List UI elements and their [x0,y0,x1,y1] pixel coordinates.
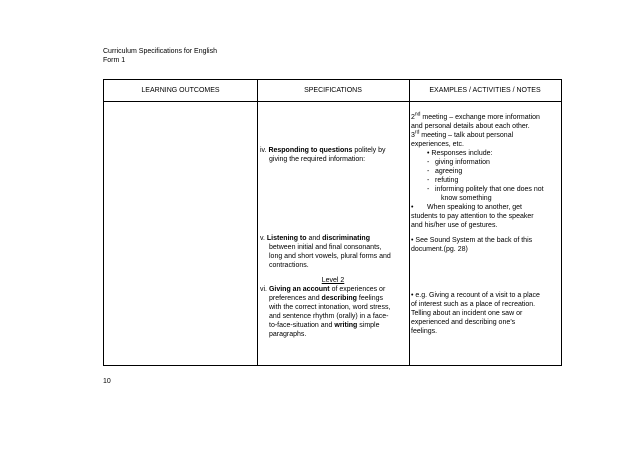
column-header-specifications: SPECIFICATIONS [304,87,362,94]
specifications-table [103,79,562,366]
spec-keyword: discriminating [322,235,370,242]
notes-recount [411,291,561,336]
spec-item-iv [260,146,406,164]
spec-text: politely by [352,147,386,154]
note-line: 2nd meeting – exchange more information [411,111,540,121]
note-line: Telling about an incident one saw or [411,310,523,317]
note-line: • Responses include: [427,150,493,157]
note-line: document.(pg. 28) [411,246,468,253]
spec-item-v [260,234,406,270]
document-header [103,47,217,65]
notes-sound-system [411,236,561,254]
note-line: 3rd meeting – talk about personal [411,129,514,139]
note-line: experiences, etc. [411,141,464,148]
list-item: - refuting [411,176,561,185]
spec-text: giving the required information: [269,156,366,163]
column-header-examples: EXAMPLES / ACTIVITIES / NOTES [429,87,541,94]
note-line: and his/her use of gestures. [411,222,498,229]
page-number: 10 [103,378,111,385]
spec-text: long and short vowels, plural forms and [269,253,391,260]
table-header-row [104,80,561,102]
note-line: • See Sound System at the back of this [411,237,533,244]
spec-text: feelings [356,295,384,302]
spec-text: preferences and [269,295,322,302]
notes-meetings [411,113,561,230]
spec-item-vi [260,285,406,339]
note-line: • [411,204,414,211]
note-line: feelings. [411,328,438,335]
spec-number: v. [260,235,267,242]
spec-text: simple [357,322,380,329]
spec-number: vi. [260,286,269,293]
list-item: - agreeing [411,167,561,176]
spec-text: paragraphs. [269,331,307,338]
spec-text: and sentence rhythm (orally) in a face- [269,313,389,320]
spec-text: to-face-situation and [269,322,335,329]
responses-list [411,158,561,194]
spec-keyword: Responding to questions [268,147,353,154]
spec-keyword: Listening to [266,235,307,242]
spec-keyword: Giving an account [268,286,330,293]
spec-text: of experiences or [329,286,386,293]
spec-number: iv. [260,147,269,154]
note-line: know something [441,195,492,202]
note-line: When speaking to another, get [427,204,522,211]
spec-text: and [306,235,323,242]
list-item: - informing politely that one does not [411,185,561,194]
note-line: • e.g. Giving a recount of a visit to a place [411,292,540,299]
column-divider [257,80,258,365]
column-header-learning-outcomes: LEARNING OUTCOMES [141,87,220,94]
spec-text: between initial and final consonants, [269,244,382,251]
spec-keyword: writing [334,322,358,329]
header-title: Curriculum Specifications for English [103,48,217,55]
note-line: of interest such as a place of recreation. [411,301,536,308]
note-line: and personal details about each other. [411,123,530,130]
note-line: students to pay attention to the speaker [411,213,534,220]
note-line: experienced and describing one’s [411,319,516,326]
spec-keyword: describing [321,295,357,302]
level-heading: Level 2 [321,277,345,284]
list-item: - giving information [411,158,561,167]
column-divider [409,80,410,365]
spec-text: contractions. [269,262,309,269]
spec-text: with the correct intonation, word stress, [269,304,391,311]
header-form: Form 1 [103,57,126,64]
